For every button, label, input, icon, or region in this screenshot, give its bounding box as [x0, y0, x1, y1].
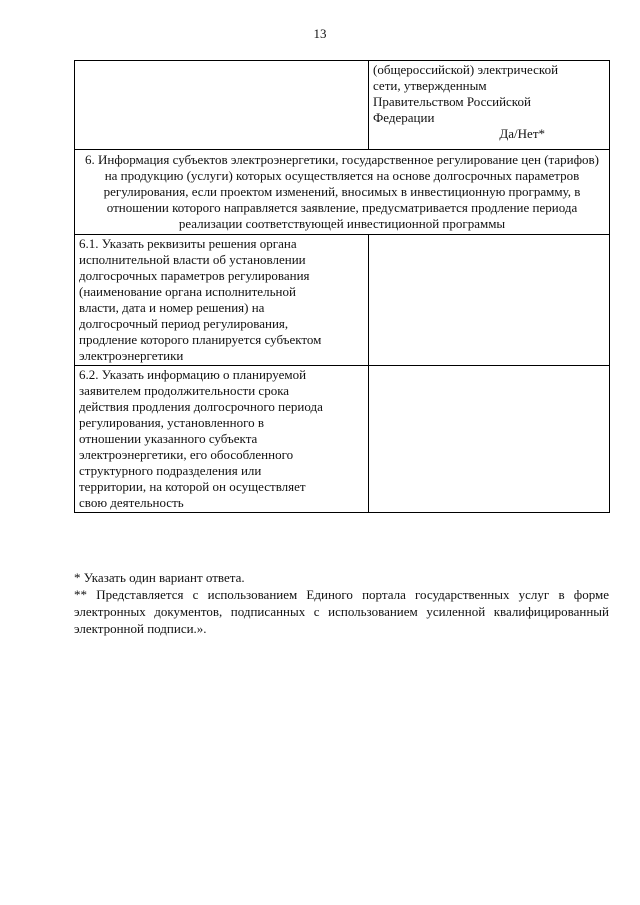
top-right-line: сети, утвержденным: [373, 78, 487, 93]
row-6-1-line: электроэнергетики: [79, 348, 184, 363]
table-row: [75, 366, 610, 513]
top-left-cell: [75, 61, 369, 150]
row-6-2-value[interactable]: [369, 366, 610, 513]
top-right-cell: [369, 61, 610, 150]
table-row: [75, 235, 610, 366]
row-6-2-line: электроэнергетики, его обособленного: [79, 447, 294, 462]
page-number: 13: [313, 26, 327, 41]
answer-option: Да/Нет*: [499, 126, 545, 141]
top-right-line: Федерации: [373, 110, 435, 125]
table-row: [75, 61, 610, 150]
top-right-line: Правительством Российской: [373, 94, 531, 109]
row-6-2-line: 6.2. Указать информацию о планируемой: [79, 367, 307, 382]
footnote-2: ** Представляется с использованием Единого портала государственных услуг в форме электронных документов, подписанных с использованием усиленной квалифицированный электронной подписи.».: [74, 587, 609, 636]
table-row: [75, 150, 610, 235]
row-6-2-line: заявителем продолжительности срока: [79, 383, 290, 398]
row-6-2-line: действия продления долгосрочного периода: [79, 399, 323, 414]
row-6-1-label: [75, 235, 369, 366]
row-6-1-line: (наименование органа исполнительной: [79, 284, 296, 299]
row-6-1-line: долгосрочных параметров регулирования: [79, 268, 310, 283]
row-6-1-line: продление которого планируется субъектом: [79, 332, 322, 347]
row-6-1-line: власти, дата и номер решения) на: [79, 300, 265, 315]
form-table: [74, 60, 610, 513]
row-6-2-line: отношении указанного субъекта: [79, 431, 258, 446]
row-6-2-line: регулирования, установленного в: [79, 415, 264, 430]
row-6-1-line: 6.1. Указать реквизиты решения органа: [79, 236, 297, 251]
section-6-heading: 6. Информация субъектов электроэнергетики, государственное регулирование цен (тарифов) на продукцию (услуги) которых осуществляется на основе долгосрочных параметров регулирования, если проектом изменений, вносимых в инвестиционную программу, в отношении которого направляется заявление, предусматривается продление периода реализации соответствующей инвестиционной программы: [75, 150, 610, 235]
row-6-2-line: свою деятельность: [79, 495, 184, 510]
row-6-1-line: исполнительной власти об установлении: [79, 252, 306, 267]
row-6-1-line: долгосрочный период регулирования,: [79, 316, 289, 331]
row-6-2-line: структурного подразделения или: [79, 463, 262, 478]
row-6-2-label: [75, 366, 369, 513]
top-right-line: (общероссийской) электрической: [373, 62, 559, 77]
row-6-1-value[interactable]: [369, 235, 610, 366]
row-6-2-line: территории, на которой он осуществляет: [79, 479, 306, 494]
footnote-1: * Указать один вариант ответа.: [74, 570, 245, 585]
footnotes: [74, 569, 609, 637]
